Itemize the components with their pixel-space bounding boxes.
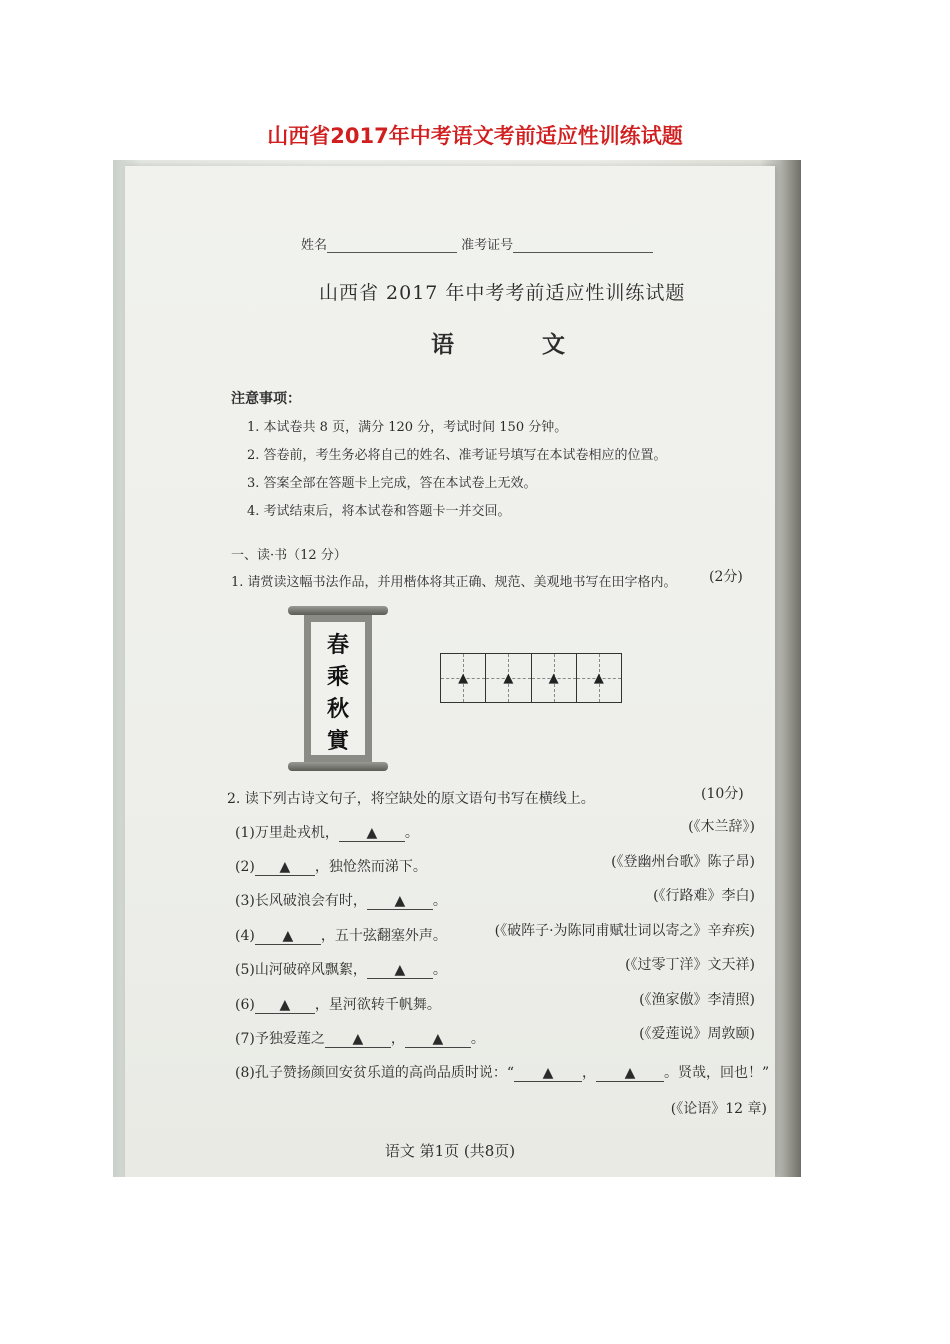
name-line [327, 238, 457, 253]
answer-blank[interactable]: ▲ [255, 859, 315, 876]
name-field [301, 234, 653, 253]
poem-text: (8)孔子赞扬颜回安贫乐道的高尚品质时说：“ [235, 1065, 514, 1081]
poem-item [235, 1062, 769, 1082]
poem-text: (2) [235, 859, 255, 875]
poem-text: 。 [432, 893, 447, 909]
scroll-top-rod [288, 606, 388, 615]
grid-cell[interactable] [532, 654, 577, 702]
poem-source: (《过零丁洋》文天祥) [625, 957, 755, 973]
poem-text: 。贤哉，回也！” [664, 1065, 770, 1081]
exam-photo [113, 160, 801, 1177]
poem-text: 。 [404, 825, 419, 841]
poem-text: (6) [235, 997, 255, 1013]
exam-title: 山西省 2017 年中考考前适应性训练试题 [319, 282, 686, 304]
notice-item: 4. 考试结束后，将本试卷和答题卡一并交回。 [247, 504, 511, 519]
answer-blank[interactable]: ▲ [367, 893, 433, 910]
answer-blank[interactable]: ▲ [255, 928, 321, 945]
answer-blank[interactable]: ▲ [255, 997, 315, 1014]
calligraphy-char: 乘 [326, 664, 349, 690]
calligraphy-scroll [296, 606, 380, 771]
scroll-sheet [304, 615, 372, 762]
scroll-inner [311, 622, 365, 755]
answer-marker: ▲ [503, 670, 514, 686]
poem-item [235, 994, 441, 1014]
page-footer: 语文 第1页 (共8页) [384, 1142, 516, 1160]
poem-text: ， [390, 1031, 405, 1047]
answer-marker: ▲ [548, 670, 559, 686]
answer-blank[interactable]: ▲ [367, 962, 433, 979]
id-label: 准考证号 [461, 238, 514, 253]
poem-text: ， [582, 1065, 596, 1081]
question-2-score: (10分) [701, 786, 744, 802]
poem-source: (《木兰辞》) [688, 819, 755, 835]
poem-source: (《渔家傲》李清照) [639, 992, 755, 1008]
poem-item [235, 959, 447, 979]
answer-blank[interactable]: ▲ [514, 1065, 582, 1082]
answer-blank[interactable]: ▲ [325, 1031, 391, 1048]
section-title: 一、读·书（12 分） [231, 548, 347, 563]
document-title: 山西省2017年中考语文考前适应性训练试题 [267, 124, 683, 148]
grid-cell[interactable] [486, 654, 531, 702]
grid-cell[interactable] [577, 654, 621, 702]
answer-blank[interactable]: ▲ [596, 1065, 664, 1082]
answer-blank[interactable]: ▲ [405, 1031, 471, 1048]
notice-item: 2. 答卷前，考生务必将自己的姓名、准考证号填写在本试卷相应的位置。 [247, 448, 667, 463]
answer-marker: ▲ [458, 670, 469, 686]
question-1-text: 1. 请赏读这幅书法作品，并用楷体将其正确、规范、美观地书写在田字格内。 [231, 575, 677, 590]
poem-text: 。 [432, 962, 447, 978]
poem-item [235, 822, 419, 842]
poem-source: (《破阵子·为陈同甫赋壮词以寄之》辛弃疾) [494, 923, 755, 939]
poem-text: ，五十弦翻塞外声。 [320, 928, 447, 944]
exam-paper [125, 166, 775, 1177]
answer-marker: ▲ [593, 670, 604, 686]
question-2-text: 2. 读下列古诗文句子，将空缺处的原文语句书写在横线上。 [227, 791, 595, 807]
calligraphy-char: 秋 [326, 696, 349, 722]
poem-source: (《登幽州台歌》陈子昂) [611, 854, 755, 870]
answer-blank[interactable]: ▲ [339, 825, 405, 842]
id-line [513, 238, 653, 253]
question-1-score: (2分) [709, 569, 743, 585]
poem-text: 。 [470, 1031, 485, 1047]
grid-cell[interactable] [441, 654, 486, 702]
poem-text: ，独怆然而涕下。 [314, 859, 427, 875]
poem-text: (3)长风破浪会有时， [235, 893, 367, 909]
poem-text: (7)予独爱莲之 [235, 1031, 325, 1047]
poem-text: ，星河欲转千帆舞。 [314, 997, 441, 1013]
poem-source: (《论语》12 章) [670, 1101, 767, 1117]
calligraphy-char: 實 [326, 728, 349, 754]
photo-edge-shadow [779, 160, 801, 1177]
notice-item: 1. 本试卷共 8 页，满分 120 分，考试时间 150 分钟。 [247, 420, 568, 435]
poem-text: (4) [235, 928, 255, 944]
scroll-bottom-rod [288, 762, 388, 771]
tianzige-grid[interactable] [440, 653, 622, 703]
notice-title: 注意事项： [231, 391, 301, 407]
poem-item [235, 856, 427, 876]
poem-item [235, 1028, 485, 1048]
poem-text: (1)万里赴戎机， [235, 825, 339, 841]
poem-source: (《爱莲说》周敦颐) [639, 1026, 755, 1042]
calligraphy-char: 春 [326, 632, 349, 658]
subject-title: 语 文 [431, 331, 606, 358]
poem-item [235, 890, 447, 910]
poem-source: (《行路难》李白) [653, 888, 755, 904]
poem-item [235, 925, 447, 945]
poem-text: (5)山河破碎风飘絮， [235, 962, 367, 978]
notice-item: 3. 答案全部在答题卡上完成，答在本试卷上无效。 [247, 476, 537, 491]
name-label: 姓名 [301, 238, 328, 253]
